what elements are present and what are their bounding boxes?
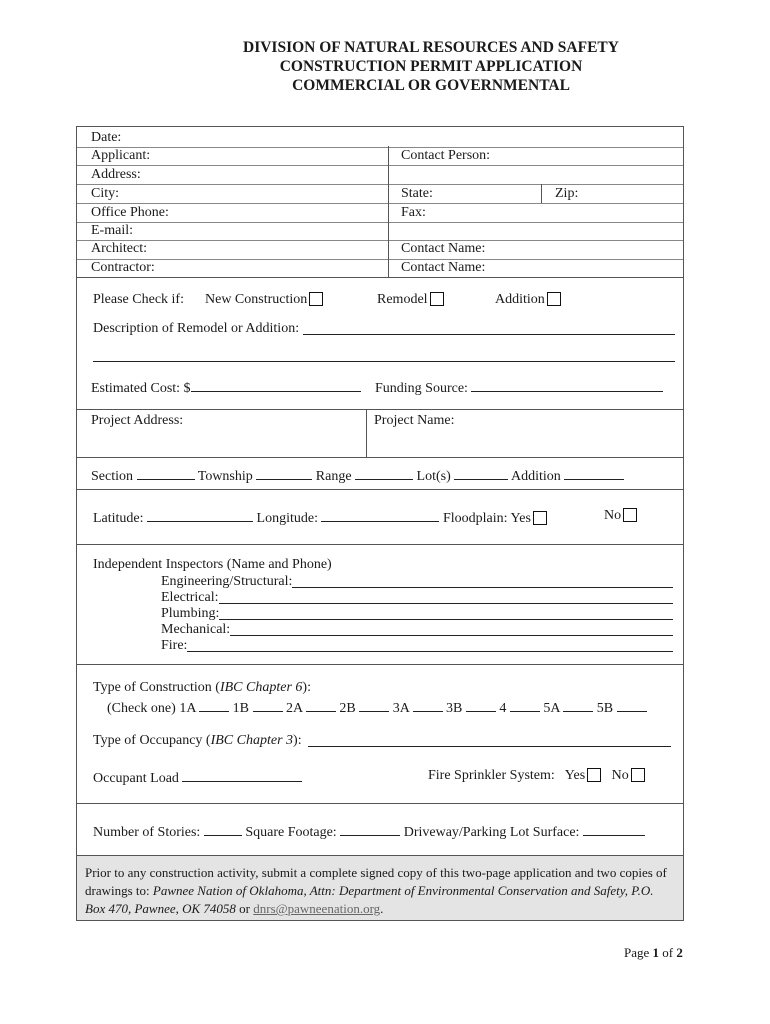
type-3b: 3B <box>446 701 463 716</box>
type-2b: 2B <box>339 701 356 716</box>
addition-checkbox[interactable] <box>547 292 561 306</box>
email-link[interactable]: dnrs@pawneenation.org <box>253 901 381 916</box>
fire-label: Fire: <box>161 638 188 653</box>
description-line-1[interactable] <box>303 321 675 335</box>
floodplain-no-checkbox[interactable] <box>623 508 637 522</box>
check-one-label: (Check one) <box>107 701 176 716</box>
sprinkler-yes-label: Yes <box>564 768 586 783</box>
inspectors-heading: Independent Inspectors (Name and Phone) <box>93 557 332 572</box>
applicant-label[interactable]: Applicant: <box>91 148 151 163</box>
sprinkler-no-checkbox[interactable] <box>631 768 645 782</box>
project-address-label[interactable]: Project Address: <box>91 413 184 428</box>
state-label[interactable]: State: <box>401 186 433 201</box>
electrical-row[interactable] <box>161 590 673 606</box>
plumbing-row[interactable] <box>161 606 673 622</box>
date-label[interactable]: Date: <box>91 130 122 145</box>
zip-label[interactable]: Zip: <box>555 186 579 201</box>
estimated-cost-row[interactable] <box>91 378 361 397</box>
legal-addition-label: Addition <box>511 469 561 484</box>
remodel-option[interactable] <box>377 292 444 308</box>
office-phone-label[interactable]: Office Phone: <box>91 205 169 220</box>
description-label: Description of Remodel or Addition: <box>93 321 300 336</box>
sprinkler-label: Fire Sprinkler System: <box>428 768 555 783</box>
estimated-cost-label: Estimated Cost: $ <box>91 381 191 396</box>
occupant-load-row[interactable] <box>93 768 302 787</box>
type-5b: 5B <box>596 701 614 716</box>
addition-option[interactable] <box>495 292 561 308</box>
mechanical-label: Mechanical: <box>161 622 231 637</box>
description-row[interactable] <box>93 321 675 337</box>
floodplain-yes-checkbox[interactable] <box>533 511 547 525</box>
fax-label[interactable]: Fax: <box>401 205 426 220</box>
architect-label[interactable]: Architect: <box>91 241 147 256</box>
contractor-contact-label[interactable]: Contact Name: <box>401 260 486 275</box>
type-1a: 1A <box>179 701 196 716</box>
legal-description-row[interactable] <box>91 466 624 485</box>
remodel-label: Remodel <box>377 292 428 307</box>
page-number: Page 1 of 2 <box>624 945 683 960</box>
sprinkler-row[interactable] <box>428 768 645 784</box>
project-name-label[interactable]: Project Name: <box>374 413 455 428</box>
latitude-label: Latitude: <box>93 511 144 526</box>
new-construction-checkbox[interactable] <box>309 292 323 306</box>
remodel-checkbox[interactable] <box>430 292 444 306</box>
fire-row[interactable] <box>161 638 673 654</box>
permit-form <box>76 126 684 921</box>
email-label[interactable]: E-mail: <box>91 223 133 238</box>
engineering-row[interactable] <box>161 574 673 590</box>
location-row[interactable] <box>93 508 547 527</box>
engineering-label: Engineering/Structural: <box>161 574 293 589</box>
stories-label: Number of Stories: <box>93 825 201 840</box>
type-5a: 5A <box>543 701 560 716</box>
addition-label: Addition <box>495 292 545 307</box>
floodplain-no-option[interactable] <box>604 508 637 524</box>
construction-type-heading: Type of Construction (IBC Chapter 6): <box>93 680 311 695</box>
driveway-label: Driveway/Parking Lot Surface: <box>403 825 580 840</box>
address-label[interactable]: Address: <box>91 167 141 182</box>
range-label: Range <box>315 469 352 484</box>
mechanical-row[interactable] <box>161 622 673 638</box>
title-line-3: COMMERCIAL OR GOVERNMENTAL <box>292 77 570 94</box>
type-2a: 2A <box>286 701 303 716</box>
occupancy-row[interactable] <box>93 733 671 749</box>
construction-type-options[interactable] <box>107 698 647 717</box>
type-1b: 1B <box>232 701 249 716</box>
floodplain-yes-label: Floodplain: Yes <box>442 511 531 526</box>
longitude-label: Longitude: <box>256 511 318 526</box>
funding-source-label: Funding Source: <box>375 381 468 396</box>
plumbing-label: Plumbing: <box>161 606 220 621</box>
occupant-load-label: Occupant Load <box>93 771 179 786</box>
electrical-label: Electrical: <box>161 590 219 605</box>
new-construction-label: New Construction <box>205 292 308 307</box>
city-label[interactable]: City: <box>91 186 120 201</box>
township-label: Township <box>197 469 253 484</box>
floodplain-no-label: No <box>604 508 622 523</box>
contractor-label[interactable]: Contractor: <box>91 260 155 275</box>
contact-person-label[interactable]: Contact Person: <box>401 148 491 163</box>
occupancy-label: Type of Occupancy (IBC Chapter 3): <box>93 733 302 748</box>
square-footage-label: Square Footage: <box>245 825 337 840</box>
new-construction-option[interactable] <box>205 292 323 308</box>
sprinkler-yes-checkbox[interactable] <box>587 768 601 782</box>
lots-label: Lot(s) <box>416 469 451 484</box>
please-check-label: Please Check if: <box>93 292 184 307</box>
title-line-1: DIVISION OF NATURAL RESOURCES AND SAFETY <box>243 39 619 56</box>
type-4: 4 <box>499 701 507 716</box>
type-3a: 3A <box>392 701 410 716</box>
document-title <box>0 38 770 95</box>
section-label: Section <box>91 469 133 484</box>
stories-row[interactable] <box>93 822 645 841</box>
architect-contact-label[interactable]: Contact Name: <box>401 241 486 256</box>
funding-source-row[interactable] <box>375 378 663 397</box>
sprinkler-no-label: No <box>611 768 629 783</box>
title-line-2: CONSTRUCTION PERMIT APPLICATION <box>279 58 583 75</box>
description-line-2[interactable] <box>93 361 675 362</box>
submission-notice: Prior to any construction activity, submit a complete signed copy of this two-page application and two copies of drawings to: Pawnee Nation of Oklahoma, Attn: Department of Environmental Conservation and Safety, P.O. Box 470, Pawnee, OK 74058 or dnrs@pawneenation.org. <box>77 856 683 920</box>
